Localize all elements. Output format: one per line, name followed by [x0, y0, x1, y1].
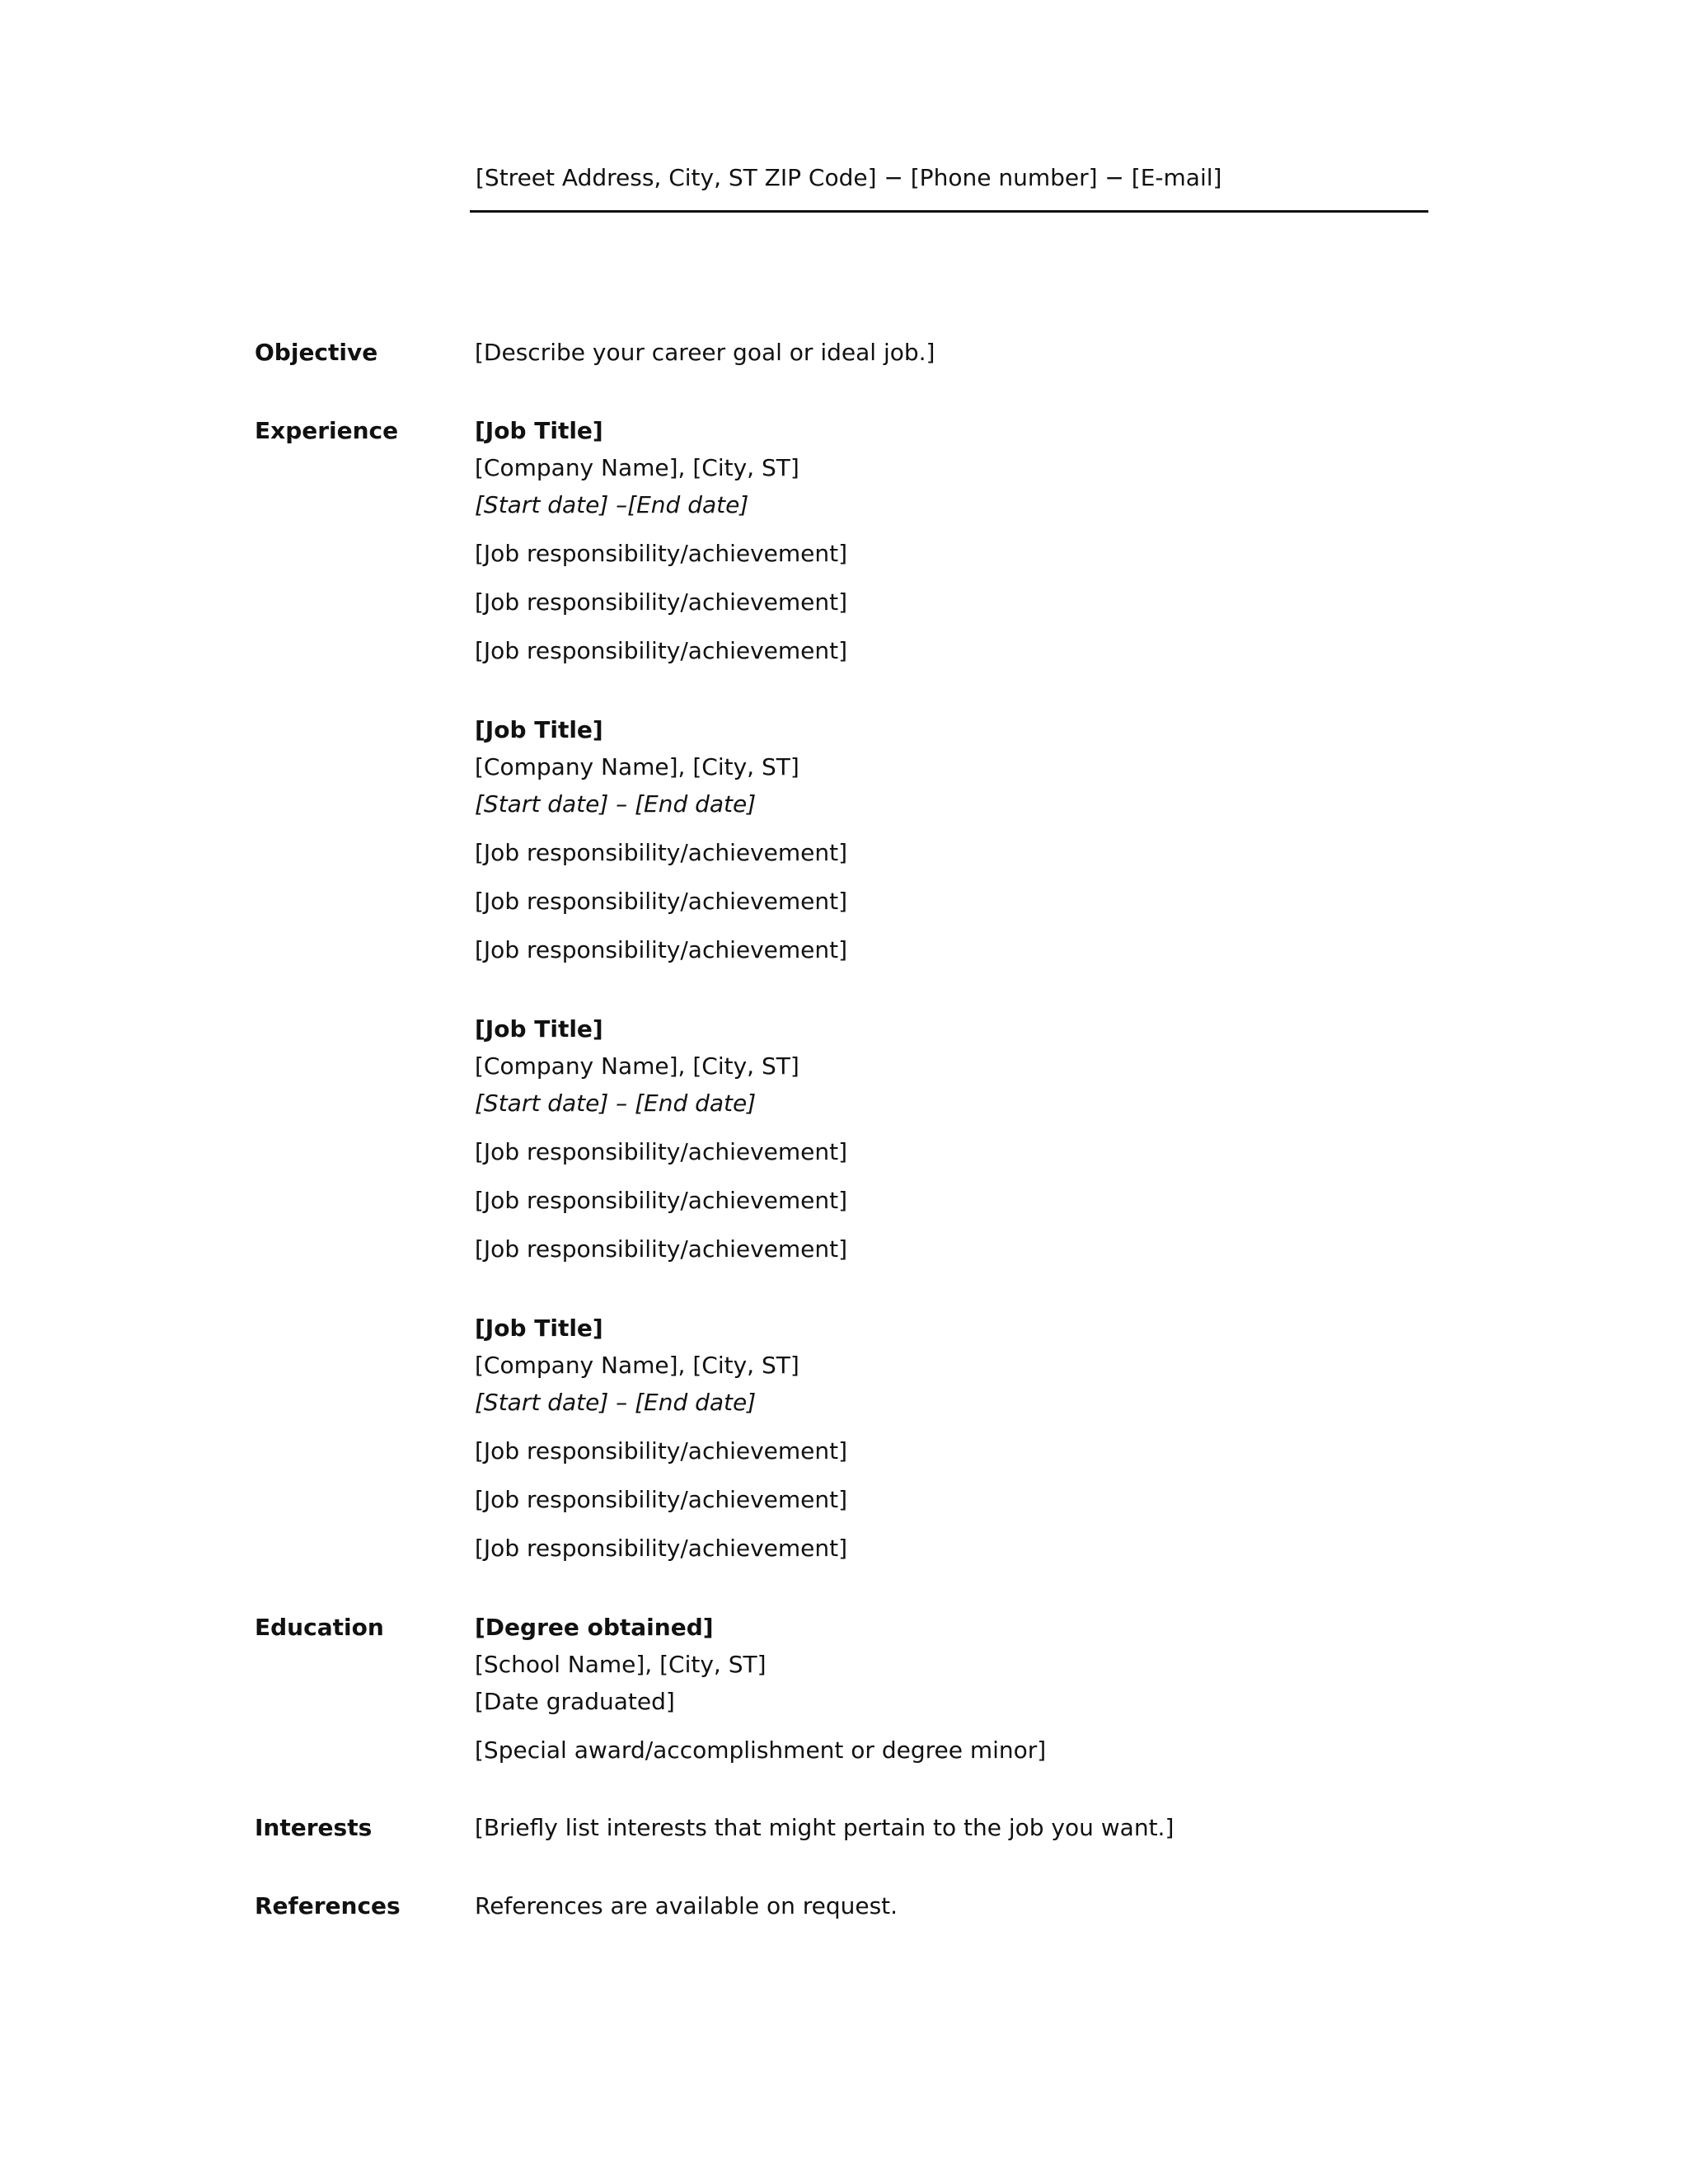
job-1-item-2: [Job responsibility/achievement] [475, 588, 848, 616]
header-divider [470, 210, 1428, 213]
section-label-objective: Objective [255, 339, 378, 366]
job-3-company: [Company Name], [City, ST] [475, 1052, 799, 1080]
job-2-item-3: [Job responsibility/achievement] [475, 936, 848, 963]
job-3-dates: [Start date] – [End date] [475, 1090, 757, 1117]
education-degree: [Degree obtained] [475, 1614, 714, 1641]
job-1-dates: [Start date] –[End date] [475, 491, 749, 518]
contact-line: [Street Address, City, ST ZIP Code] − [Phone number] − [E-mail] [476, 164, 1222, 191]
job-3-item-3: [Job responsibility/achievement] [475, 1235, 848, 1263]
job-1-company: [Company Name], [City, ST] [475, 454, 799, 481]
section-label-experience: Experience [255, 417, 399, 444]
job-1-title: [Job Title] [475, 417, 603, 444]
job-4-dates: [Start date] – [End date] [475, 1389, 757, 1416]
job-2-item-2: [Job responsibility/achievement] [475, 888, 848, 915]
education-school: [School Name], [City, ST] [475, 1651, 767, 1678]
education-award: [Special award/accomplishment or degree minor] [475, 1736, 1047, 1764]
section-label-references: References [255, 1892, 401, 1919]
references-text: References are available on request. [475, 1892, 898, 1919]
job-2-title: [Job Title] [475, 716, 603, 743]
job-2-dates: [Start date] – [End date] [475, 790, 757, 818]
job-4-item-1: [Job responsibility/achievement] [475, 1437, 848, 1465]
job-4-title: [Job Title] [475, 1315, 603, 1342]
section-label-interests: Interests [255, 1814, 373, 1841]
job-4-item-2: [Job responsibility/achievement] [475, 1486, 848, 1513]
section-label-education: Education [255, 1614, 384, 1641]
job-2-item-1: [Job responsibility/achievement] [475, 839, 848, 866]
job-1-item-3: [Job responsibility/achievement] [475, 637, 848, 664]
objective-text: [Describe your career goal or ideal job.] [475, 339, 935, 366]
job-3-title: [Job Title] [475, 1015, 603, 1043]
job-3-item-2: [Job responsibility/achievement] [475, 1187, 848, 1214]
interests-text: [Briefly list interests that might pertain to the job you want.] [475, 1814, 1175, 1841]
job-3-item-1: [Job responsibility/achievement] [475, 1138, 848, 1165]
job-4-company: [Company Name], [City, ST] [475, 1352, 799, 1379]
education-date: [Date graduated] [475, 1688, 675, 1715]
job-4-item-3: [Job responsibility/achievement] [475, 1535, 848, 1562]
job-2-company: [Company Name], [City, ST] [475, 753, 799, 780]
job-1-item-1: [Job responsibility/achievement] [475, 540, 848, 567]
